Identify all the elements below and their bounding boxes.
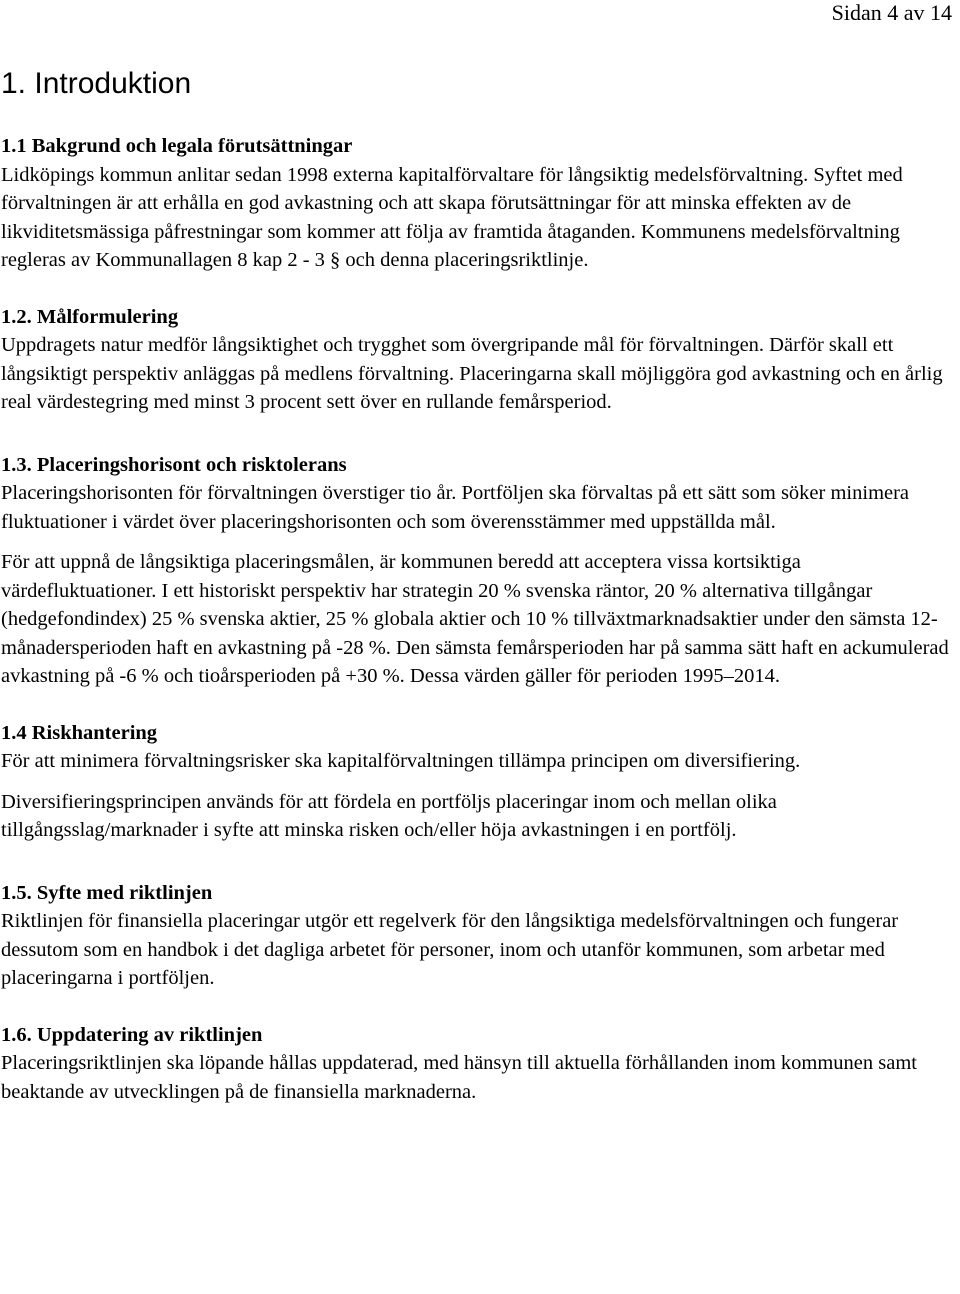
paragraph: Uppdragets natur medför långsiktighet och trygghet som övergripande mål för förvaltningen. Därför skall ett långsiktigt perspektiv anläggas på medlens förvaltning. Placeringarna skall möjliggöra god avkastning och en årlig real värdestegring med minst 3 procent sett över en rullande femårsperiod. [1,334,943,413]
paragraph: Lidköpings kommun anlitar sedan 1998 externa kapitalförvaltare för långsiktig medelsförvaltning. Syftet med förvaltningen är att erhålla en god avkastning och att skapa förutsättningar för att minska effekten av de likviditetsmässiga påfrestningar som kommer att följa av framtida åtaganden. Kommunens medelsförvaltning regleras av Kommunallagen 8 kap 2 - 3 § och denna placeringsriktlinje. [1,163,903,271]
section-placeringshorisont [1,451,956,691]
page-number: Sidan 4 av 14 [831,0,952,25]
paragraph: Diversifieringsprincipen används för att fördela en portföljs placeringar inom och mellan olika tillgångsslag/marknader i syfte att minska risken och/eller höja avkastningen i en portfölj. [1,790,777,841]
section-heading: 1.4 Riskhantering [1,721,158,744]
paragraph: För att uppnå de långsiktiga placeringsmålen, är kommunen beredd att acceptera vissa kortsiktiga värdefluktuationer. I ett historiskt perspektiv har strategin 20 % svenska räntor, 20 % alternativa tillgångar (hedgefondindex) 25 % svenska aktier, 25 % globala aktier och 10 % tillväxtmarknadsaktier under den sämsta 12-månadersperioden haft en avkastning på -28 %. Den sämsta femårsperioden har på samma sätt haft en ackumulerad avkastning på -6 % och tioårsperioden på +30 %. Dessa värden gäller för perioden 1995–2014. [1,551,949,687]
section-heading: 1.5. Syfte med riktlinjen [1,881,213,904]
section-heading: 1.1 Bakgrund och legala förutsättningar [1,135,353,157]
paragraph: Placeringshorisonten för förvaltningen överstiger tio år. Portföljen ska förvaltas på ett sätt som söker minimera fluktuationer i värdet över placeringshorisonten och som överensstämmer med uppställda mål. [1,482,910,533]
section-heading: 1.6. Uppdatering av riktlinjen [1,1023,263,1046]
document-body [1,132,956,1106]
page-title: 1. Introduktion [1,67,192,100]
section-malformulering [1,303,956,417]
paragraph: För att minimera förvaltningsrisker ska kapitalförvaltningen tillämpa principen om diversifiering. [1,750,801,772]
paragraph: Riktlinjen för finansiella placeringar utgör ett regelverk för den långsiktiga medelsförvaltningen och fungerar dessutom som en handbok i det dagliga arbetet för personer, inom och utanför kommunen, som arbetar med placeringarna i portföljen. [1,910,899,989]
section-bakgrund [1,132,956,275]
section-uppdatering [1,1021,956,1107]
section-heading: 1.2. Målformulering [1,305,179,328]
section-syfte [1,879,956,993]
paragraph: Placeringsriktlinjen ska löpande hållas uppdaterad, med hänsyn till aktuella förhållanden inom kommunen samt beaktande av utvecklingen på de finansiella marknaderna. [1,1052,918,1103]
section-riskhantering [1,719,956,845]
section-heading: 1.3. Placeringshorisont och risktolerans [1,453,347,476]
